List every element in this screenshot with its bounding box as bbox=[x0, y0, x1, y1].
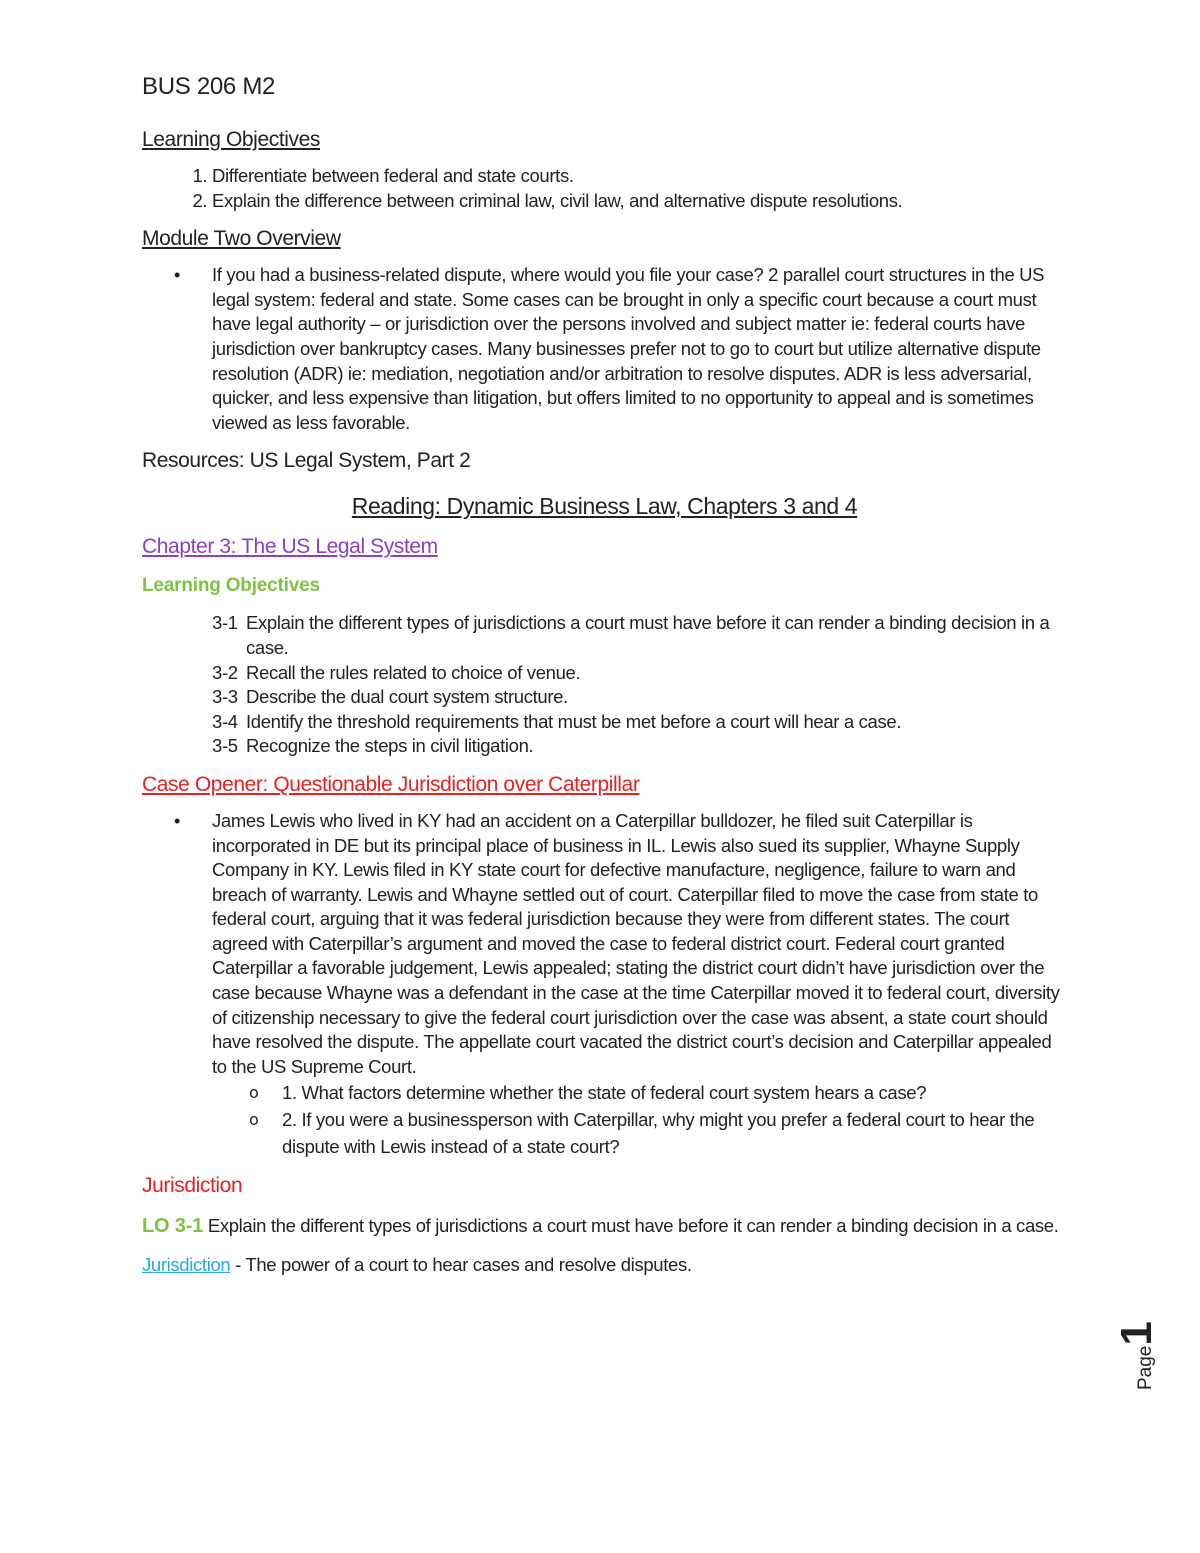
page-number: 1 bbox=[1112, 1321, 1161, 1346]
case-opener-item bbox=[142, 809, 1067, 1161]
bullet-icon: • bbox=[174, 265, 180, 286]
document-body bbox=[142, 72, 1067, 1278]
definition-term: Jurisdiction bbox=[142, 1254, 231, 1276]
learning-objective-item: 1. Differentiate between federal and state courts. bbox=[212, 164, 1067, 189]
page-label: Page bbox=[1135, 1345, 1156, 1390]
objective-text: Identify the threshold requirements that must be met before a court will hear a case. bbox=[246, 710, 902, 732]
objective-text: Recall the rules related to choice of venue. bbox=[246, 661, 581, 683]
lo-text: Explain the different types of jurisdictions a court must have before it can render a binding decision in a case. bbox=[203, 1215, 1059, 1237]
chapter-objectives-list bbox=[142, 611, 1067, 759]
case-questions-list bbox=[212, 1079, 1067, 1160]
objective-number: 3-2 bbox=[212, 661, 238, 683]
learning-objective-item: 2. Explain the difference between criminal law, civil law, and alternative dispute resolutions. bbox=[212, 189, 1067, 214]
definition-line bbox=[142, 1253, 1067, 1278]
jurisdiction-heading: Jurisdiction bbox=[142, 1174, 243, 1198]
objective-number: 3-1 bbox=[212, 612, 238, 634]
objective-text: Recognize the steps in civil litigation. bbox=[246, 735, 534, 757]
circle-bullet-icon: o bbox=[249, 1083, 259, 1103]
case-question-item bbox=[142, 1079, 1067, 1106]
case-question-text: 2. If you were a businessperson with Caterpillar, why might you prefer a federal court to hear the dispute with Lewis instead of a state court? bbox=[282, 1109, 1035, 1158]
case-opener-text: James Lewis who lived in KY had an accident on a Caterpillar bulldozer, he filed suit Caterpillar is incorporated in DE but its principal place of business in IL. Lewis also sued its supplier, Whayne Supply Company in KY. Lewis filed in KY state court for defective manufacture, negligence, failure to warn and breach of warranty. Lewis and Whayne settled out of court. Caterpillar filed to move the case from state to federal court, arguing that it was federal jurisdiction because they were from different states. The court agreed with Caterpillar’s argument and moved the case to federal district court. Federal court granted Caterpillar a favorable judgement, Lewis appealed; stating the district court didn’t have jurisdiction over the case because Whayne was a defendant in the case at the time Caterpillar moved it to federal court, diversity of citizenship necessary to give the federal court jurisdiction over the case was absent, a state court should have resolved the dispute. The appellate court vacated the district court’s decision and Caterpillar appealed to the US Supreme Court. bbox=[212, 809, 1060, 1077]
objective-number: 3-4 bbox=[212, 710, 238, 732]
chapter-objective-item bbox=[142, 685, 1067, 710]
case-question-item bbox=[142, 1106, 1067, 1160]
learning-objectives-heading: Learning Objectives bbox=[142, 128, 321, 151]
circle-bullet-icon: o bbox=[249, 1110, 259, 1130]
chapter-objective-item bbox=[142, 611, 1067, 660]
overview-list bbox=[142, 263, 1067, 435]
chapter-objective-item bbox=[142, 710, 1067, 735]
bullet-icon: • bbox=[174, 810, 180, 831]
objective-number: 3-5 bbox=[212, 735, 238, 757]
chapter-heading: Chapter 3: The US Legal System bbox=[142, 535, 438, 559]
objective-number: 3-3 bbox=[212, 686, 238, 708]
overview-heading: Module Two Overview bbox=[142, 227, 341, 251]
case-question-text: 1. What factors determine whether the state of federal court system hears a case? bbox=[282, 1082, 927, 1104]
chapter-objective-item bbox=[142, 734, 1067, 759]
document-title: BUS 206 M2 bbox=[142, 73, 276, 100]
page-number-footer bbox=[1112, 1321, 1162, 1390]
chapter-objective-item bbox=[142, 661, 1067, 686]
overview-item bbox=[142, 263, 1067, 435]
objective-text: Explain the different types of jurisdictions a court must have before it can render a binding decision in a case. bbox=[246, 612, 1050, 658]
overview-text: If you had a business-related dispute, where would you file your case? 2 parallel court structures in the US legal system: federal and state. Some cases can be brought in only a specific court because a court must have legal authority – or jurisdiction over the persons involved and subject matter ie: federal courts have jurisdiction over bankruptcy cases. Many businesses prefer not to go to court but utilize alternative dispute resolution (ADR) ie: mediation, negotiation and/or arbitration to resolve disputes. ADR is less adversarial, quicker, and less expensive than litigation, but offers limited to no opportunity to appeal and is sometimes viewed as less favorable. bbox=[212, 264, 1045, 433]
objective-text: Describe the dual court system structure. bbox=[246, 686, 568, 708]
lo-3-1-line bbox=[142, 1214, 1067, 1239]
case-opener-heading: Case Opener: Questionable Jurisdiction over Caterpillar bbox=[142, 772, 640, 796]
reading-heading: Reading: Dynamic Business Law, Chapters 3 and 4 bbox=[351, 493, 858, 520]
definition-text: - The power of a court to hear cases and resolve disputes. bbox=[230, 1254, 692, 1276]
resources-line: Resources: US Legal System, Part 2 bbox=[142, 449, 471, 473]
chapter-learning-objectives-heading: Learning Objectives bbox=[142, 575, 320, 597]
case-opener-list bbox=[142, 809, 1067, 1161]
learning-objectives-list bbox=[142, 164, 1067, 213]
lo-tag: LO 3-1 bbox=[142, 1215, 204, 1238]
